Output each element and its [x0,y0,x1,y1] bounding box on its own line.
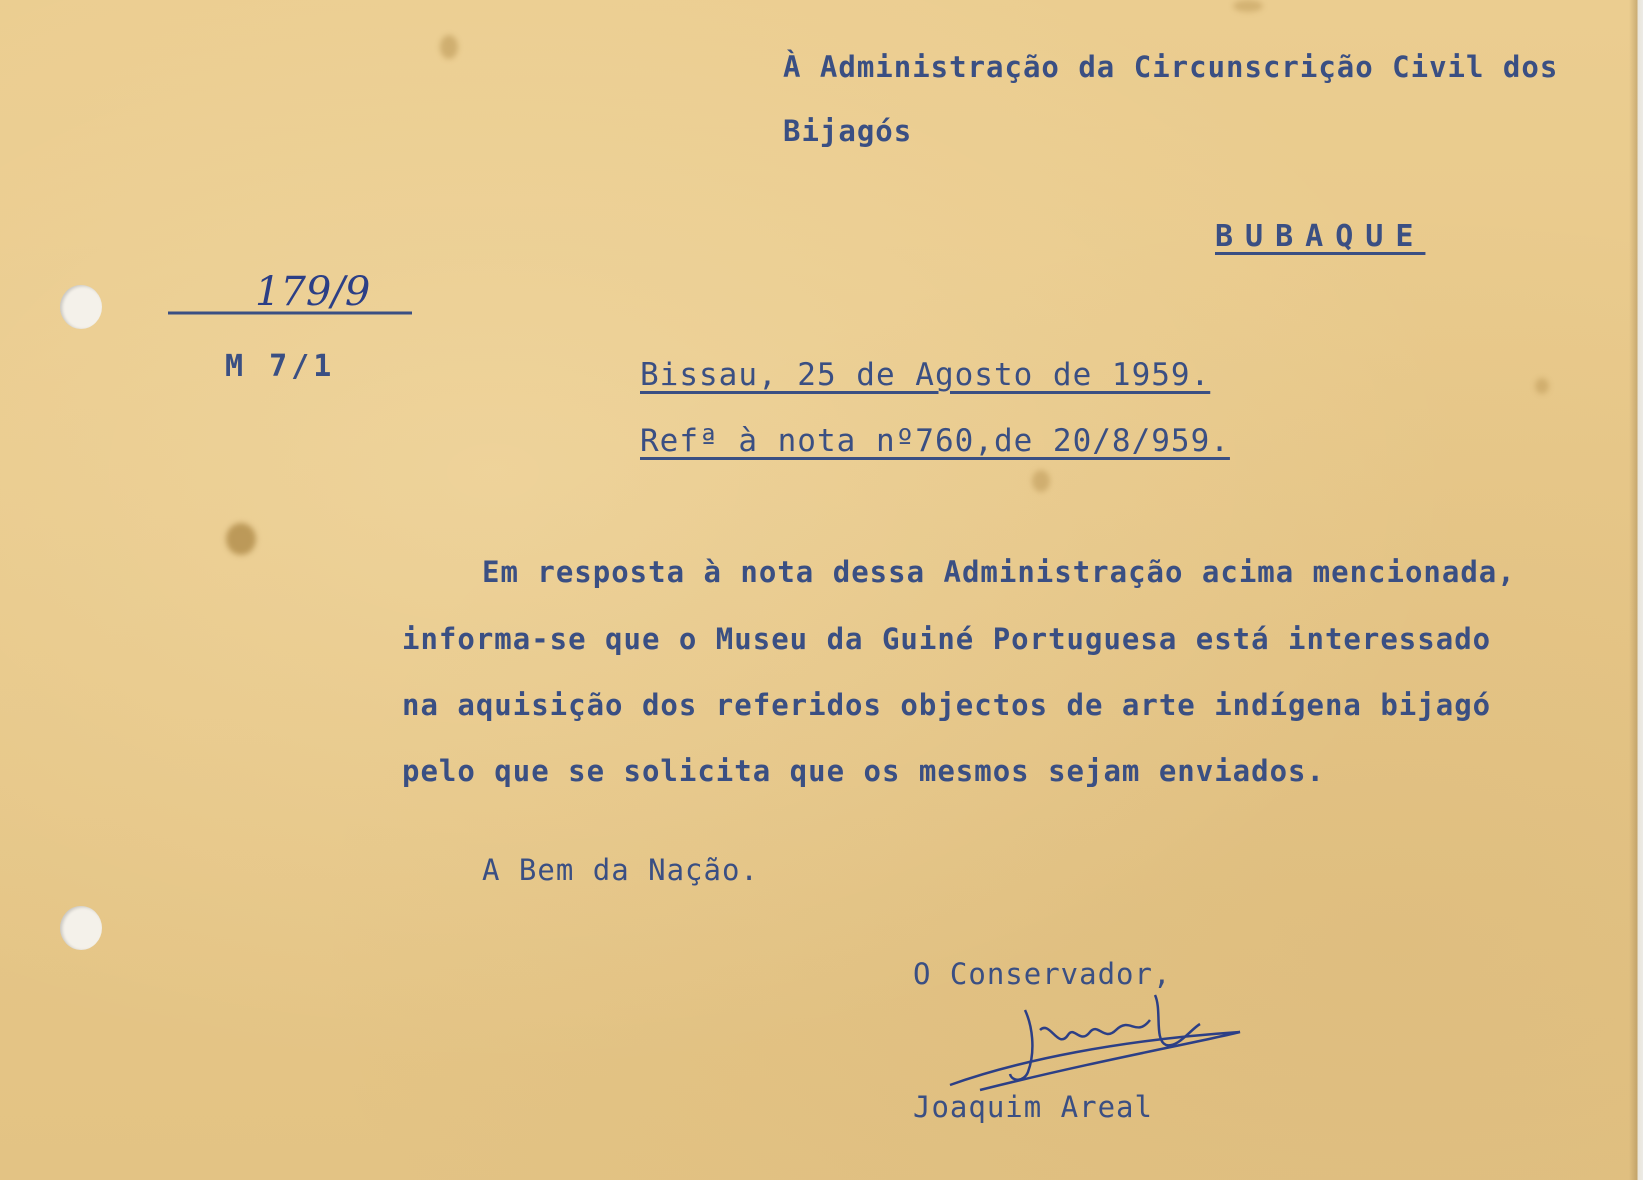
signature-stroke [1155,995,1200,1045]
body-line-1: Em resposta à nota dessa Administração acima mencionada, [482,555,1516,589]
paper-edge [1629,0,1643,1180]
body-line-3: na aquisição dos referidos objectos de arte indígena bijagó [402,688,1492,722]
signature-stroke [1010,1010,1032,1080]
closing-salutation: A Bem da Nação. [482,853,759,887]
reference-code: M 7/1 [225,349,336,384]
letter-reference: Refª à nota nº760,de 20/8/959. [640,423,1230,459]
signature-stroke [1040,1020,1150,1039]
stain-mark [440,35,458,59]
handwritten-number: 179/9 [255,269,371,315]
signer-role: O Conservador, [913,957,1172,991]
punch-hole-bottom [60,906,102,950]
stain-mark [226,523,256,555]
signer-name: Joaquim Areal [913,1090,1153,1124]
letter-date: Bissau, 25 de Agosto de 1959. [640,357,1211,393]
stain-mark [1233,0,1263,12]
body-line-4: pelo que se solicita que os mesmos sejam enviados. [402,754,1325,788]
recipient-place: BUBAQUE [1215,219,1426,254]
signature [940,990,1260,1100]
punch-hole-top [60,285,102,329]
stain-mark [1535,378,1549,394]
signature-flourish [950,1032,1240,1090]
recipient-line-1: À Administração da Circunscrição Civil dos [783,50,1559,84]
body-line-2: informa-se que o Museu da Guiné Portuguesa está interessado [402,622,1492,656]
stain-mark [1032,470,1050,492]
recipient-line-2: Bijagós [783,114,913,148]
